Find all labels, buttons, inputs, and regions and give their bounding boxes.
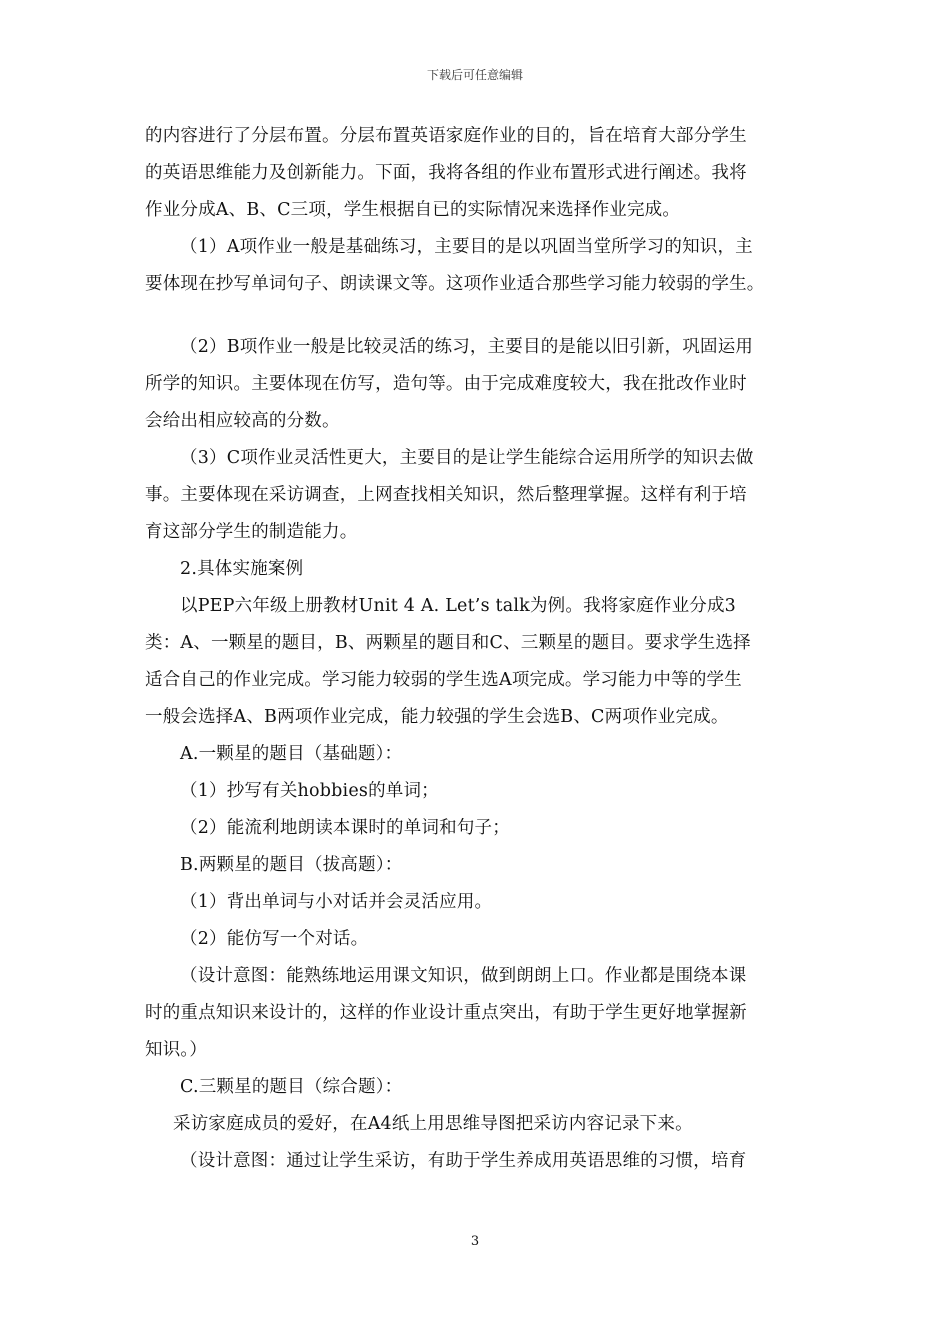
- subsection-heading: A.一颗星的题目（基础题）：: [180, 744, 403, 764]
- subsection-heading: C.三颗星的题目（综合题）：: [180, 1077, 403, 1097]
- text-line: （设计意图：能熟练地运用课文知识，做到朗朗上口。作业都是围绕本课: [180, 966, 747, 986]
- text-line: 的英语思维能力及创新能力。下面，我将各组的作业布置形式进行阐述。我将: [145, 163, 747, 183]
- page-header: 下载后可任意编辑: [426, 68, 523, 82]
- text-line: 作业分成A、B、C三项，学生根据自已的实际情况来选择作业完成。: [145, 200, 681, 220]
- text-line: 采访家庭成员的爱好，在A4纸上用思维导图把采访内容记录下来。: [173, 1114, 693, 1134]
- document-body: [145, 118, 811, 1180]
- text-line: 知识。）: [145, 1040, 208, 1060]
- text-line: 类：A、一颗星的题目，B、两颗星的题目和C、三颗星的题目。要求学生选择: [145, 633, 751, 653]
- text-line: 时的重点知识来设计的，这样的作业设计重点突出，有助于学生更好地掌握新: [145, 1003, 747, 1023]
- text-line: 事。主要体现在采访调查，上网查找相关知识，然后整理掌握。这样有利于培: [145, 485, 747, 505]
- text-line: 所学的知识。主要体现在仿写，造句等。由于完成难度较大，我在批改作业时: [145, 374, 747, 394]
- text-line: 适合自己的作业完成。学习能力较弱的学生选A项完成。学习能力中等的学生: [145, 670, 742, 690]
- text-line: 以PEP六年级上册教材Unit 4 A. Let’s talk为例。我将家庭作业分成3: [180, 596, 737, 616]
- paragraph-gap: [145, 303, 811, 329]
- list-item: （1）背出单词与小对话并会灵活应用。: [180, 892, 493, 912]
- text-line: （2）B项作业一般是比较灵活的练习，主要目的是能以旧引新，巩固运用: [180, 337, 754, 357]
- list-item: （1）抄写有关hobbies的单词；: [180, 781, 439, 801]
- subsection-heading: B.两颗星的题目（拔高题）：: [180, 855, 403, 875]
- list-item: （2）能仿写一个对话。: [180, 929, 369, 949]
- text-line: （1）A项作业一般是基础练习，主要目的是以巩固当堂所学习的知识，主: [180, 237, 753, 257]
- page-number: 3: [470, 1234, 480, 1249]
- text-line: 要体现在抄写单词句子、朗读课文等。这项作业适合那些学习能力较弱的学生。: [145, 274, 765, 294]
- list-item: （2）能流利地朗读本课时的单词和句子；: [180, 818, 510, 838]
- section-heading: 2.具体实施案例: [180, 559, 304, 579]
- text-line: 一般会选择A、B两项作业完成，能力较强的学生会选B、C两项作业完成。: [145, 707, 729, 727]
- text-line: 的内容进行了分层布置。分层布置英语家庭作业的目的，旨在培育大部分学生: [145, 126, 747, 146]
- text-line: （3）C项作业灵活性更大，主要目的是让学生能综合运用所学的知识去做: [180, 448, 754, 468]
- text-line: （设计意图：通过让学生采访，有助于学生养成用英语思维的习惯，培育: [180, 1151, 747, 1171]
- text-line: 会给出相应较高的分数。: [145, 411, 340, 431]
- text-line: 育这部分学生的制造能力。: [145, 522, 358, 542]
